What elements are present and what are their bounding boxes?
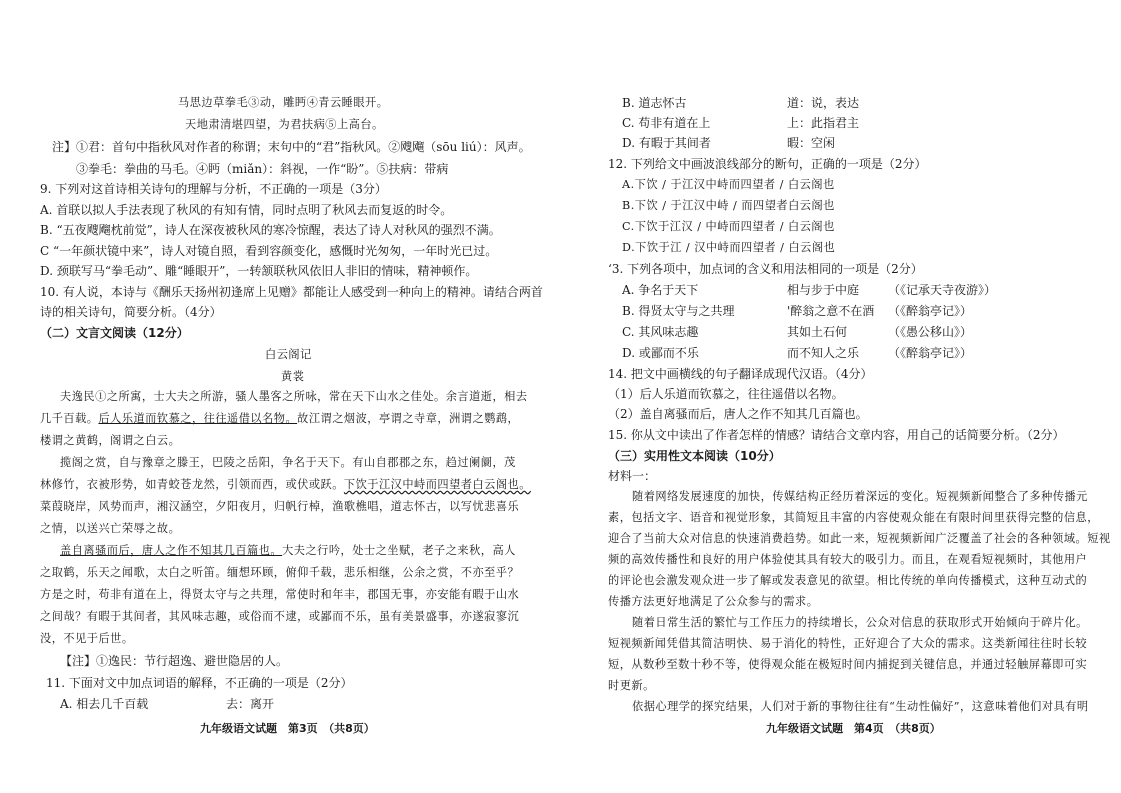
question-13-option-a-compare: 相与步于中庭 [787, 283, 860, 297]
passage-line: 楼谓之黄鹤，阁谓之白云。 [40, 434, 181, 447]
question-13: ‘3. 下列各项中，加点词的含义和用法相同的一项是（2分） [608, 262, 923, 276]
question-13-option-b-compare: '醉翁之意不在酒 [787, 304, 875, 318]
material-line: 短视频新闻凭借其简洁明快、易于消化的特性，正好迎合了大众的需求。这类新闻往往时长较 [608, 637, 1088, 650]
passage-line: 之情，以送兴亡荣辱之故。 [40, 522, 181, 535]
question-9-option-a: A. 首联以拟人手法表现了秋风的有知有情，同时点明了秋风去而复返的时令。 [40, 203, 453, 217]
question-13-option-b: B. 得贤太守与之共理 [622, 304, 735, 318]
question-13-option-c: C. 其风味志趣 [622, 325, 699, 339]
poem-line: 马思边草拳毛③动，雕眄④青云睡眼开。 [178, 96, 389, 109]
question-10-cont: 诗的相关诗句，简要分析。（4分） [40, 305, 222, 319]
material-line: 随着网络发展速度的加快，传媒结构正经历着深远的变化。短视频新闻整合了多种传播元 [632, 490, 1088, 503]
question-11-option-a: A. 相去几千百载 [60, 697, 149, 711]
passage-line: 盖自离骚而后，唐人之作不知其几百篇也。大夫之行吟，处士之坐赋，老子之来秋，高人 [60, 544, 516, 557]
underlined-sentence: 后人乐道而钦慕之，往往遥借以名物。 [98, 412, 298, 425]
question-13-option-a-source: （《记承天寺夜游》） [888, 283, 997, 297]
question-12: 12. 下列给文中画波浪线部分的断句，正确的一项是（2分） [608, 157, 927, 171]
question-13-option-c-source: （《愚公移山》） [888, 325, 973, 339]
material-line: 随着日常生活的繁忙与工作压力的持续增长，公众对信息的获取形式开始倾向于碎片化。 [632, 616, 1088, 629]
question-13-option-b-source: （《醉翁亭记》） [888, 304, 973, 318]
material-line: 依据心理学的探究结果，人们对于新的事物往往有“生动性偏好”，这意味着他们对具有明 [632, 700, 1089, 713]
passage-line: 菜葭晓岸，风势而声，湘汉涵空，夕阳夜月，归帆行棹，渔歌樵唱，道志怀古，以写忧悲喜乐 [40, 500, 520, 513]
poem-notes: ③拳毛：拳曲的马毛。④眄（miǎn）：斜视，一作“盼”。⑤扶病：带病 [76, 162, 449, 176]
question-11-option-c: C. 苟非有道在上 [622, 116, 711, 130]
passage-line: 方是之时，苟非有道在上，得贤太守与之共理，常使时和年丰，郡国无事，亦安能有暇于山水 [40, 588, 520, 601]
underlined-sentence: 盖自离骚而后，唐人之作不知其几百篇也。 [60, 544, 283, 557]
passage-line: 林修竹，衣被形势，如青蛟苍龙然，引领而西，或伏或跃。下饮于江汉中峙而四望者白云阁也。 [40, 478, 531, 491]
question-14-item-2: （2）盖自离骚而后，唐人之作不知其几百篇也。 [608, 407, 868, 421]
passage-line: 之间哉？有暇于其间者，其风味志趣，或俗而不逮，或鄙而不乐，虽有美景盛事，亦遂寂寥沉 [40, 610, 520, 623]
question-14: 14. 把文中画横线的句子翻译成现代汉语。（4分） [608, 367, 873, 381]
poem-line: 天地肃清堪四望，为君扶病⑤上高台。 [185, 118, 384, 131]
passage-line: 夫逸民①之所寓，士大夫之所游，骚人墨客之所咏，常在天下山水之佳处。余言道逝，相去 [60, 390, 528, 403]
poem-notes: 注】①君：首句中指秋风对作者的称谓；末句中的“君”指秋风。②飕飗（sōu liú）：风声。 [52, 140, 531, 154]
page-footer: 九年级语文试题 第4页 （共8页） [766, 722, 941, 735]
material-line: 传播方法更好地满足了公众参与的需求。 [608, 595, 819, 608]
question-9-option-b: B. “五夜飕飗枕前觉”，诗人在深夜被秋风的寒冷惊醒，表达了诗人对秋风的强烈不满。 [40, 223, 501, 237]
passage-line: 揽阁之赏，自与豫章之滕王，巴陵之岳阳，争名于天下。有山自郡郡之东，趋过阑阛，茂 [60, 456, 516, 469]
material-line: 短，从数秒至数十秒不等，使得观众能在极短时间内捕捉到关键信息，并通过轻触屏幕即可实 [608, 658, 1088, 671]
question-11: 11. 下面对文中加点词语的解释，不正确的一项是（2分） [46, 676, 353, 690]
section-heading: （三）实用性文本阅读（10分） [608, 449, 781, 463]
question-11-option-a-meaning: 去：离开 [226, 697, 275, 711]
passage-line: 没，不见于后世。 [40, 632, 134, 645]
question-13-option-c-compare: 其如土石何 [787, 325, 848, 339]
material-line: 时更新。 [608, 679, 655, 692]
question-13-option-a: A. 争名于天下 [622, 283, 699, 297]
question-12-option-b: B.下饮 / 于江汉中峙 / 而四望者白云阁也 [622, 199, 835, 212]
question-11-option-d: D. 有暇于其间者 [622, 136, 711, 150]
question-10: 10. 有人说，本诗与《酬乐天扬州初逢席上见赠》都能让人感受到一种向上的精神。请结合两首 [40, 285, 543, 299]
material-line: 频的高效传播性和良好的用户体验使其具有较大的吸引力。而且，在观看短视频时，其他用户 [608, 553, 1088, 566]
question-11-option-d-meaning: 暇：空闲 [787, 136, 836, 150]
question-9-option-d: D. 颈联写马“拳毛动”、雕“睡眼开”，一转颔联秋风依旧人非旧的情味，精神顿作。 [40, 264, 478, 278]
question-13-option-d-source: （《醉翁亭记》） [888, 346, 973, 360]
question-9-option-c: C “一年颜状镜中来”，诗人对镜自照，看到容颜变化，感慨时光匆匆，一年时光已过。 [40, 244, 498, 258]
material-line: 迎合了当前大众对信息的快速消费趋势。如此一来，短视频新闻广泛覆盖了社会的各种领域。短视 [608, 532, 1111, 545]
question-11-option-c-meaning: 上：此指君主 [787, 116, 860, 130]
question-11-option-b: B. 道志怀古 [622, 96, 687, 110]
page-footer: 九年级语文试题 第3页 （共8页） [200, 722, 375, 735]
question-12-option-c: C.下饮于江汉 / 中峙而四望者 / 白云阁也 [622, 220, 835, 233]
question-11-option-b-meaning: 道：说，表达 [787, 96, 860, 110]
question-14-item-1: （1）后人乐道而钦慕之，往往遥借以名物。 [608, 387, 844, 401]
passage-line: 之取鹤，乐天之闻歌，太白之听笛。缅想环顾，俯仰千载，悲乐相继，公余之赏，不亦至乎？ [40, 566, 520, 579]
question-12-option-d: D.下饮于江 / 汉中峙而四望者 / 白云阁也 [622, 241, 836, 254]
question-13-option-d-compare: 而不知人之乐 [787, 346, 860, 360]
material-line: 素，包括文字、语音和视觉形象，其简短且丰富的内容使观众能在有限时间里获得完整的信息， [608, 511, 1099, 524]
question-15: 15. 你从文中读出了作者怎样的情感？请结合文章内容，用自己的话简要分析。（2分） [608, 428, 1065, 442]
exam-page-4 [570, 0, 1121, 793]
wavy-underlined-sentence: 下饮于江汉中峙而四望者白云阁也。 [343, 478, 531, 491]
passage-line: 几千百载。后人乐道而钦慕之，往往遥借以名物。故江谓之烟波，亭谓之寺章，洲谓之鹦鹉， [40, 412, 520, 425]
material-line: 的评论也会激发观众进一步了解或发表意见的欲望。相比传统的单向传播模式，这种互动式的 [608, 574, 1088, 587]
question-9: 9. 下列对这首诗相关诗句的理解与分析，不正确的一项是（3分） [40, 182, 387, 196]
passage-title: 白云阁记 [265, 348, 312, 361]
passage-note: 【注】①逸民：节行超逸、避世隐居的人。 [60, 654, 289, 668]
question-12-option-a: A.下饮 / 于江汉中峙而四望者 / 白云阁也 [622, 178, 835, 191]
section-heading: （二）文言文阅读（12分） [40, 326, 189, 340]
question-13-option-d: D. 或鄙而不乐 [622, 346, 699, 360]
passage-author: 黄裳 [281, 370, 305, 383]
material-label: 材料一： [608, 469, 657, 483]
